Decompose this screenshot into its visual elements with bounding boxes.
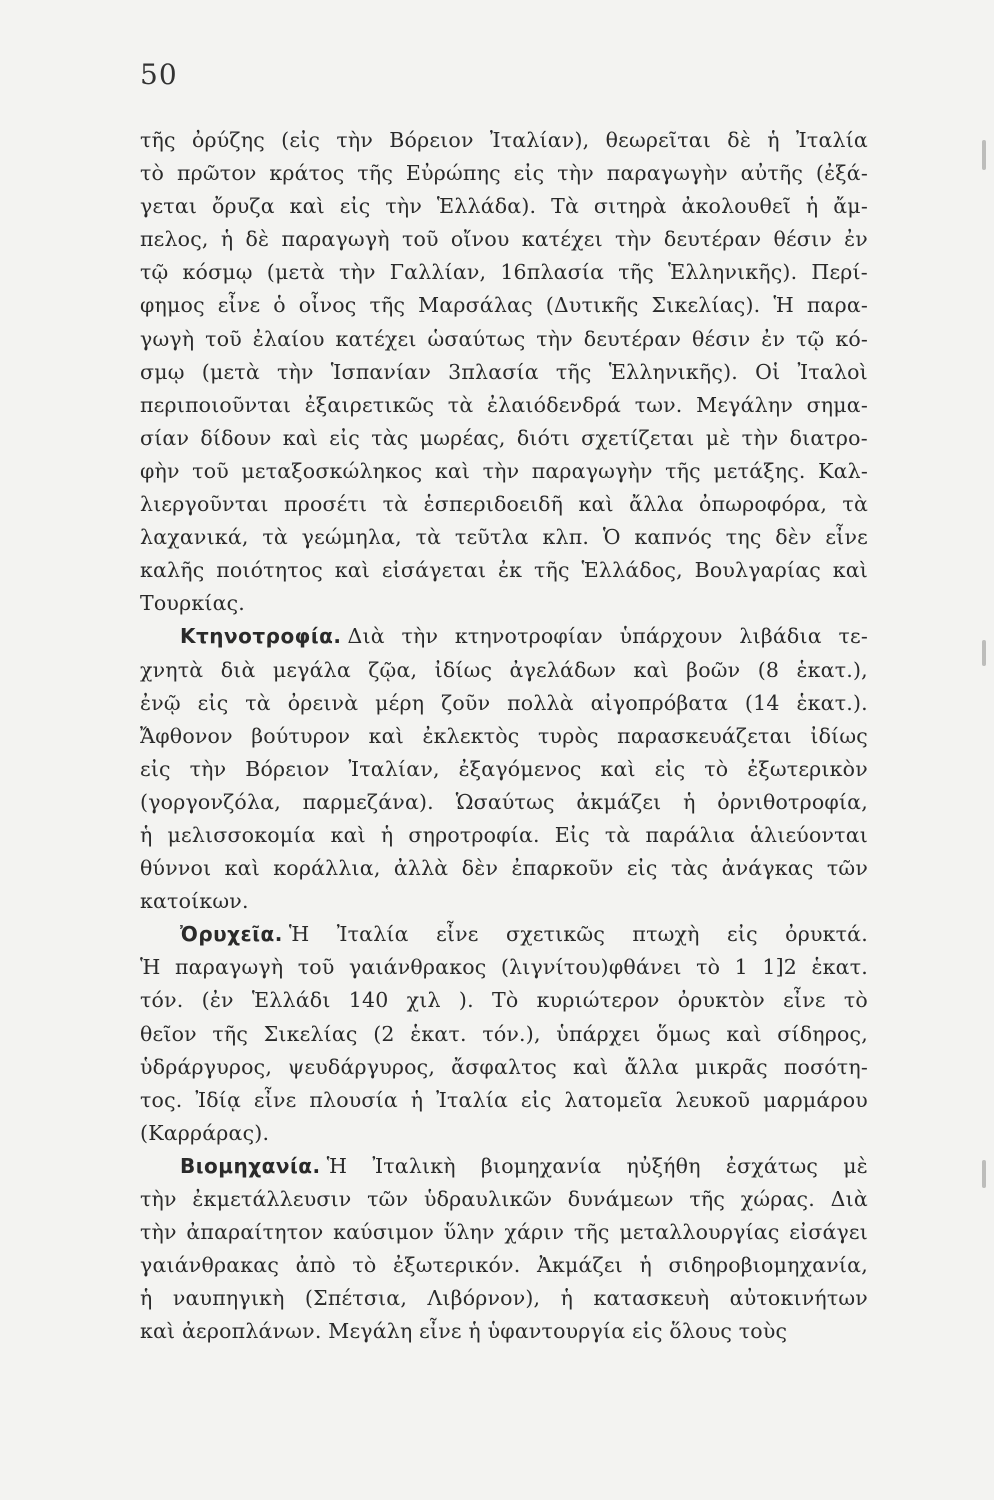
- text-line: σίαν δίδουν καὶ εἰς τὰς μωρέας, διότι σχετίζεται μὲ τὴν διατρο-: [140, 425, 868, 450]
- text-line: περιποιοῦνται ἐξαιρετικῶς τὰ ἐλαιόδενδρά των. Μεγάλην σημα-: [140, 392, 868, 417]
- paragraph-industry: [140, 1150, 868, 1349]
- text-line: ἡ μελισσοκομία καὶ ἡ σηροτροφία. Εἰς τὰ παράλια ἁλιεύονται: [140, 822, 868, 847]
- text-line: Τουρκίας.: [140, 591, 246, 616]
- paragraph-livestock: [140, 620, 868, 918]
- text-line: σμῳ (μετὰ τὴν Ἱσπανίαν 3πλασία τῆς Ἑλληνικῆς). Οἱ Ἰταλοὶ: [140, 359, 868, 384]
- text-line: τὸ πρῶτον κράτος τῆς Εὐρώπης εἰς τὴν παραγωγὴν αὐτῆς (ἐξά-: [140, 161, 868, 186]
- text-line: γεται ὄρυζα καὶ εἰς τὴν Ἑλλάδα). Τὰ σιτηρὰ ἀκολουθεῖ ἡ ἄμ-: [140, 194, 868, 219]
- text-line: θεῖον τῆς Σικελίας (2 ἑκατ. τόν.), ὑπάρχει ὅμως καὶ σίδηρος,: [140, 1021, 868, 1046]
- text-line: ἐνῷ εἰς τὰ ὀρεινὰ μέρη ζοῦν πολλὰ αἰγοπρόβατα (14 ἑκατ.).: [140, 690, 868, 715]
- first-line-text: Διὰ τὴν κτηνοτροφίαν ὑπάρχουν λιβάδια τε-: [347, 624, 868, 649]
- text-line: εἰς τὴν Βόρειον Ἰταλίαν, ἐξαγόμενος καὶ εἰς τὸ ἐξωτερικὸν: [140, 756, 868, 781]
- text-line: τῆς ὀρύζης (εἰς τὴν Βόρειον Ἰταλίαν), θεωρεῖται δὲ ἡ Ἰταλία: [140, 128, 868, 152]
- first-line-text: Ἡ Ἰταλικὴ βιομηχανία ηὐξήθη ἐσχάτως μὲ: [326, 1153, 868, 1178]
- section-heading-mines: Ὀρυχεῖα.: [180, 922, 283, 947]
- text-line: κατοίκων.: [140, 889, 249, 914]
- text-line: τόν. (ἐν Ἑλλάδι 140 χιλ ). Τὸ κυριώτερον ὀρυκτὸν εἶνε τὸ: [140, 988, 868, 1013]
- text-line: θύννοι καὶ κοράλλια, ἀλλὰ δὲν ἐπαρκοῦν εἰς τὰς ἀνάγκας τῶν: [140, 856, 868, 881]
- page-edge-mark: [982, 140, 986, 170]
- section-heading-industry: Βιομηχανία.: [180, 1153, 321, 1178]
- text-line: πελος, ἡ δὲ παραγωγὴ τοῦ οἴνου κατέχει τὴν δευτέραν θέσιν ἐν: [140, 227, 868, 252]
- text-line: ὑδράργυρος, ψευδάργυρος, ἄσφαλτος καὶ ἄλλα μικρᾶς ποσότη-: [140, 1054, 868, 1079]
- text-line: τὴν ἐκμετάλλευσιν τῶν ὑδραυλικῶν δυνάμεων τῆς χώρας. Διὰ: [140, 1187, 868, 1211]
- text-line: χνητὰ διὰ μεγάλα ζῷα, ἰδίως ἀγελάδων καὶ βοῶν (8 ἑκατ.),: [140, 657, 868, 682]
- text-line: Ἄφθονον βούτυρον καὶ ἐκλεκτὸς τυρὸς παρασκευάζεται ἰδίως: [140, 723, 868, 748]
- paragraph-first-line: [140, 620, 868, 653]
- paragraph-first-line: [140, 918, 868, 951]
- text-line: λιεργοῦνται προσέτι τὰ ἑσπεριδοειδῆ καὶ ἄλλα ὀπωροφόρα, τὰ: [140, 492, 868, 517]
- page-edge-mark: [982, 640, 986, 666]
- paragraph-mines: [140, 918, 868, 1150]
- text-line: φημος εἶνε ὁ οἶνος τῆς Μαρσάλας (Δυτικῆς Σικελίας). Ἡ παρα-: [140, 293, 868, 318]
- text-line: (Καρράρας).: [140, 1120, 270, 1145]
- text-line: ἡ ναυπηγικὴ (Σπέτσια, Λιβόρνον), ἡ κατασκευὴ αὐτοκινήτων: [140, 1286, 868, 1311]
- paragraph-first-line: [140, 1150, 868, 1183]
- paragraph-agriculture: [140, 124, 868, 620]
- text-line: Ἡ παραγωγὴ τοῦ γαιάνθρακος (λιγνίτου)φθάνει τὸ 1 1]2 ἑκατ.: [140, 955, 868, 980]
- text-line: τῷ κόσμῳ (μετὰ τὴν Γαλλίαν, 16πλασία τῆς Ἑλληνικῆς). Περί-: [140, 260, 868, 285]
- text-line: τος. Ἰδίᾳ εἶνε πλουσία ἡ Ἰταλία εἰς λατομεῖα λευκοῦ μαρμάρου: [140, 1087, 868, 1112]
- text-line: γωγὴ τοῦ ἐλαίου κατέχει ὡσαύτως τὴν δευτέραν θέσιν ἐν τῷ κό-: [140, 326, 868, 351]
- text-line: γαιάνθρακας ἀπὸ τὸ ἐξωτερικόν. Ἀκμάζει ἡ σιδηροβιομηχανία,: [140, 1253, 868, 1278]
- section-heading-livestock: Κτηνοτροφία.: [180, 624, 342, 649]
- text-line: καὶ ἀεροπλάνων. Μεγάλη εἶνε ἡ ὑφαντουργία εἰς ὅλους τοὺς: [140, 1319, 788, 1344]
- body-text: [140, 124, 868, 1348]
- text-line: λαχανικά, τὰ γεώμηλα, τὰ τεῦτλα κλπ. Ὁ καπνός της δὲν εἶνε: [140, 525, 868, 550]
- page-edge-mark: [982, 1160, 986, 1188]
- first-line-text: Ἡ Ἰταλία εἶνε σχετικῶς πτωχὴ εἰς ὀρυκτά.: [288, 922, 868, 947]
- text-line: φὴν τοῦ μεταξοσκώληκος καὶ τὴν παραγωγὴν τῆς μετάξης. Καλ-: [140, 458, 868, 483]
- text-line: καλῆς ποιότητος καὶ εἰσάγεται ἐκ τῆς Ἑλλάδος, Βουλγαρίας καὶ: [140, 558, 868, 583]
- text-line: (γοργονζόλα, παρμεζάνα). Ὡσαύτως ἀκμάζει ἡ ὀρνιθοτροφία,: [140, 789, 868, 814]
- page-number: 50: [140, 58, 178, 91]
- text-line: τὴν ἀπαραίτητον καύσιμον ὕλην χάριν τῆς μεταλλουργίας εἰσάγει: [140, 1220, 868, 1245]
